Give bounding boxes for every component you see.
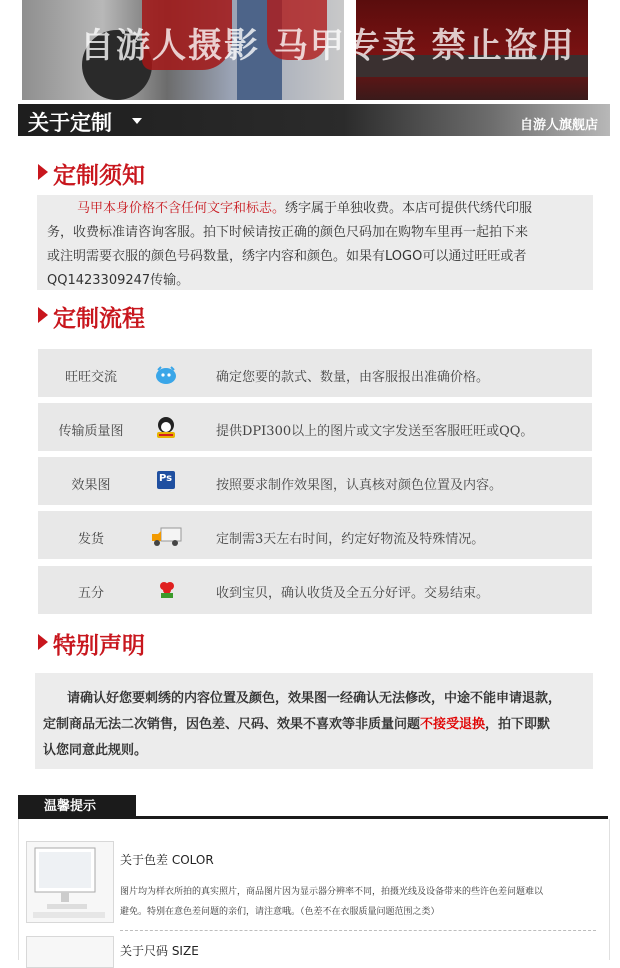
process-row-label: 传输质量图: [58, 424, 124, 439]
process-row-desc: 提供DPI300以上的图片或文字发送至客服旺旺或QQ。: [216, 424, 534, 439]
no-return-highlight: 不接受退换: [420, 717, 486, 732]
process-row-desc: 确定您要的款式、数量，由客服报出准确价格。: [216, 370, 490, 385]
statement-text: [43, 686, 588, 764]
truck-icon: [151, 525, 183, 547]
notice-line-3: 或注明需要衣服的颜色号码数量，绣字内容和颜色。如果有LOGO可以通过旺旺或者: [47, 249, 527, 264]
tips-separator: [120, 930, 596, 931]
statement-line-1: 请确认好您要刺绣的内容位置及颜色，效果图一经确认无法修改，中途不能申请退款，: [67, 691, 562, 706]
statement-line-2-pre: 定制商品无法二次销售，因色差、尺码、效果不喜欢等非质量问题: [43, 717, 421, 732]
qq-icon: [155, 416, 177, 438]
process-row-desc: 按照要求制作效果图，认真核对颜色位置及内容。: [216, 478, 503, 493]
notice-text: [47, 197, 587, 293]
process-row-label: 发货: [77, 532, 104, 547]
tip-color-desc-2: 避免。特别在意色差问题的亲们，请注意哦。（色差不在衣服质量问题范围之类）: [120, 907, 440, 917]
triangle-right-icon: [38, 164, 48, 180]
triangle-right-icon: [38, 634, 48, 650]
statement-line-2-post: ，拍下即默: [485, 717, 551, 732]
header-title: 关于定制: [28, 111, 112, 135]
triangle-right-icon: [38, 307, 48, 323]
photo-watermark: 自游人摄影 马甲专卖 禁止盗用: [80, 26, 576, 66]
photoshop-glyph: Ps: [159, 473, 173, 484]
statement-title: 特别声明: [53, 633, 145, 659]
process-row-label: 效果图: [71, 478, 111, 493]
process-title: 定制流程: [53, 306, 145, 332]
caret-down-icon: [132, 118, 142, 124]
process-row-desc: 定制需3天左右时间，约定好物流及特殊情况。: [216, 532, 485, 547]
flower-icon: [158, 580, 176, 600]
tips-tab: [18, 795, 136, 819]
tip-size-title: 关于尺码 SIZE: [120, 944, 199, 958]
process-row-desc: 收到宝贝，确认收货及全五分好评。交易结束。: [216, 586, 490, 601]
notice-title: 定制须知: [53, 163, 145, 189]
wangwang-icon: [155, 364, 177, 386]
notice-highlight: 马甲本身价格不含任何文字和标志。: [77, 201, 286, 216]
store-name: 自游人旗舰店: [520, 118, 599, 133]
notice-line-1: [47, 197, 587, 221]
tip-color-desc-1: 图片均为样衣所拍的真实照片，商品图片因为显示器分辨率不同，拍摄光线及设备带来的些许色差问题难以: [120, 887, 544, 897]
notice-line-1-rest: 绣字属于单独收费。本店可提供代绣代印服: [285, 201, 533, 216]
notice-line-4: QQ1423309247传输。: [47, 273, 190, 288]
tips-tab-label: 温馨提示: [44, 799, 97, 814]
photoshop-icon: [157, 471, 175, 489]
tip-color-title: 关于色差 COLOR: [120, 853, 214, 867]
process-row-label: 五分: [77, 586, 104, 601]
notice-line-2: 务，收费标准请咨询客服。拍下时候请按正确的颜色尺码加在购物车里再一起拍下来: [47, 225, 529, 240]
tip-color-desc: [120, 882, 594, 922]
size-thumbnail: [26, 936, 114, 968]
statement-line-3: 认您同意此规则。: [43, 743, 148, 758]
statement-line-2: [43, 712, 588, 738]
monitor-thumbnail: [26, 841, 114, 923]
process-row-label: 旺旺交流: [64, 370, 117, 385]
